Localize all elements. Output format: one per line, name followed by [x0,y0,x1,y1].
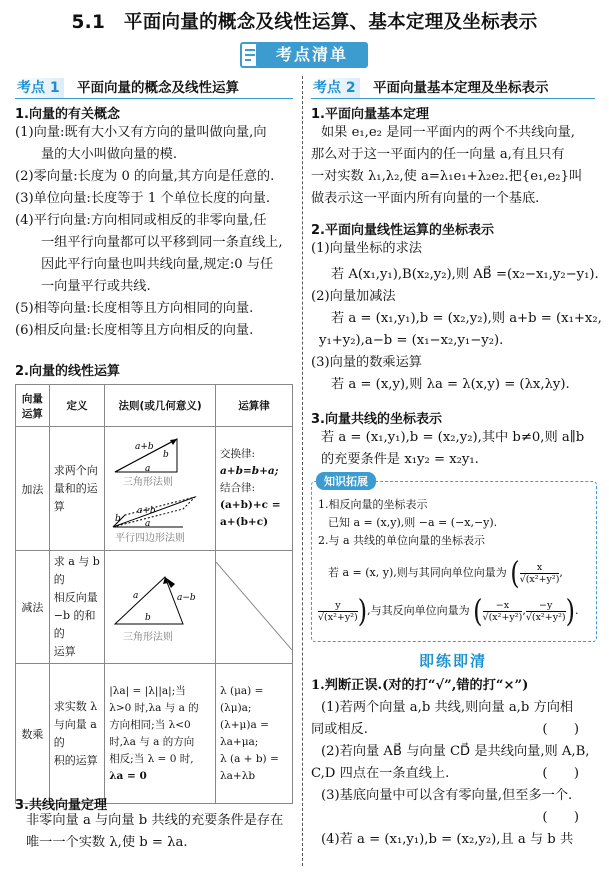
badge-label: 考点清单 [256,42,368,68]
op-rule [105,664,216,804]
subtraction-diagram-svg [105,562,209,650]
basis-line: 那么对于这一平面内的任一向量 a,有且只有 [311,147,565,162]
rule-line: 方向相同;当 λ<0 [109,718,191,731]
diagram-caption: 平行四边形法则 [115,533,186,544]
tip-formula-line: 若 a = (x, y),则与其同向单位向量为 ( $\frac{x}{\text{√(x²+y²)}}$ , [328,554,563,592]
law-line: λa+μa; [220,735,259,748]
basis-theorem-text [311,122,582,210]
left-header-rule [15,98,293,99]
empty-laws-cell [216,551,293,664]
def-line: 与向量 a 的 [53,717,97,749]
law-line: (λμ)a; [220,701,252,714]
linear-operations-table [15,384,293,804]
rule-line: 时,λa 与 a 的方向 [109,735,195,748]
right-header-rule [311,98,595,99]
knowledge-extension-label: 知识拓展 [316,472,376,490]
right-s2-heading: 2.平面向量线性运算的坐标表示 [311,223,494,238]
concept-line: (6)相反向量:长度相等且方向相反的向量. [15,323,254,338]
op-definition: 求两个向量和的运算 [49,427,104,551]
right-heading: 平面向量基本定理及坐标表示 [373,80,549,96]
tip-line: 2.与 a 共线的单位向量的坐标表示 [318,534,486,547]
op-definition [49,551,104,664]
collinear-coord-line: 若 a = (x₁,y₁),b = (x₂,y₂),其中 b≠0,则 a∥b [321,430,585,445]
concept-line: (2)零向量:长度为 0 的向量,其方向是任意的. [15,169,275,184]
question-line: (4)若 a = (x₁,y₁),b = (x₂,y₂),且 a 与 b 共 [321,832,574,847]
coord-line: (3)向量的数乘运算 [311,355,422,370]
def-line: 相反向量 [53,591,98,604]
tip-line: 已知 a = (x,y),则 −a = (−x,−y). [328,516,498,529]
law-line: 结合律: [220,482,256,494]
left-section-header [15,78,293,98]
svg-text:a−b: a−b [177,592,196,603]
law-line: a+b=b+a; [220,465,279,477]
fraction: $\frac{-y}{\text{√(x²+y²)}}$ [525,599,566,623]
diagram-caption: 三角形法则 [123,477,174,488]
kaodian-2-tag: 考点 2 [311,78,360,98]
law-line: (a+b)+c = [220,499,281,511]
def-line: −b 的和的 [53,609,96,640]
right-section-header [311,78,595,98]
fraction: $\frac{-x}{\text{√(x²+y²)}}$ [482,599,523,623]
column-divider [302,76,303,866]
table-row-mul [16,664,293,804]
left-heading: 平面向量的概念及线性运算 [77,80,239,96]
op-definition [49,664,104,804]
question-line: (3)基底向量中可以含有零向量,但至多一个. [321,788,573,803]
right-s3-heading: 3.向量共线的坐标表示 [311,412,442,427]
question-line: 1.判断正误.(对的打“√”,错的打“×”) [311,678,529,693]
rule-line: λa = 0 [109,769,147,782]
tip-text: 若 a = (x, y),则与其同向单位向量为 [328,566,507,579]
svg-text:a+b: a+b [135,442,154,452]
question-line [311,719,601,741]
addition-diagram [105,427,216,551]
table-header: 运算律 [216,385,293,427]
law-line: λ (μa) = [220,684,264,697]
svg-text:b: b [115,514,121,524]
op-laws [216,427,293,551]
question-line [311,763,601,785]
fraction: $\frac{y}{\text{√(x²+y²)}}$ [318,599,358,623]
table-row-add [16,427,293,551]
coord-line: y₁+y₂),a−b = (x₁−x₂,y₁−y₂). [319,333,504,348]
def-line: 积的运算 [53,753,98,767]
answer-blank[interactable]: ( ) [542,722,579,737]
answer-blank[interactable]: ( ) [542,810,579,825]
question-line [311,807,601,829]
tip-line: 1.相反向量的坐标表示 [318,498,428,511]
coord-line: (1)向量坐标的求法 [311,241,422,256]
coord-line: 若 a = (x₁,y₁),b = (x₂,y₂),则 a+b = (x₁+x₂, [331,311,602,326]
concept-line: (4)平行向量:方向相同或相反的非零向量,任 [15,213,267,228]
subtraction-diagram [105,551,216,664]
def-line: 求实数 λ [53,699,98,713]
practice-questions [311,675,601,851]
rule-line: λ>0 时,λa 与 a 的 [109,701,199,714]
coord-line: 若 A(x₁,y₁),B(x₂,y₂),则 AB⃗ =(x₂−x₁,y₂−y₁). [331,267,599,282]
kaodian-1-tag: 考点 1 [15,78,64,98]
question-line: (2)若向量 AB⃗ 与向量 CD⃗ 是共线向量,则 A,B, [321,744,590,759]
rule-line: 相反;当 λ = 0 时, [109,752,194,765]
law-line: (λ+μ)a = [220,718,269,731]
concept-line: (5)相等向量:长度相等且方向相同的向量. [15,301,254,316]
question-line: (1)若两个向量 a,b 共线,则向量 a,b 方向相 [321,700,574,715]
concept-line: 一组平行向量都可以平移到同一条直线上, [41,235,283,250]
tip-text: ,与其反向单位向量为 [367,604,470,617]
collinear-coord-line: 的充要条件是 x₁y₂ = x₂y₁. [321,452,479,467]
basis-line: 做表示这一平面内所有向量的一个基底. [311,191,540,206]
law-line: 交换律: [220,448,256,460]
diagonal-slash [216,562,292,650]
addition-diagram-svg [105,427,209,547]
svg-text:a: a [145,464,151,474]
svg-text:a+b: a+b [137,506,156,516]
concept-line: 一向量平行或共线. [41,279,151,294]
svg-text:b: b [145,612,151,623]
table-header: 定义 [49,385,104,427]
page-title: 5.1 平面向量的概念及线性运算、基本定理及坐标表示 [71,12,538,33]
concept-line: (3)单位向量:长度等于 1 个单位长度的向量. [15,191,271,206]
collinear-theorem-line: 非零向量 a 与向量 b 共线的充要条件是存在 [26,813,284,828]
coordinate-ops [311,238,602,396]
def-line: 求 a 与 b 的 [53,555,100,586]
basis-line: 如果 e₁,e₂ 是同一平面内的两个不共线向量, [321,125,575,140]
op-laws [216,664,293,804]
op-name: 加法 [16,427,50,551]
svg-text:b: b [163,450,169,460]
law-line: λa+λb [220,769,256,782]
practice-title: 即练即清 [418,652,487,670]
knowledge-extension-box [311,475,597,642]
tip-formula-line: $\frac{y}{\text{√(x²+y²)}}$ ),与其反向单位向量为 ( $\frac{-x}{\text{√(x²+y²)}}$ , $\frac{-y}{\text{√(x²+y²)}}$ ). [318,592,579,630]
table-header: 向量运算 [16,385,50,427]
op-name: 减法 [16,551,50,664]
rule-line: |λa| = |λ||a|;当 [109,684,186,697]
concept-line: (1)向量:既有大小又有方向的量叫做向量,向 [15,125,267,140]
table-header: 法则(或几何意义) [105,385,216,427]
coord-line: (2)向量加减法 [311,289,396,304]
fraction: $\frac{x}{\text{√(x²+y²)}}$ [519,561,560,585]
left-s1-heading: 1.向量的有关概念 [15,107,120,122]
table-row-sub [16,551,293,664]
law-line: a+(b+c) [220,516,269,528]
left-s2-heading: 2.向量的线性运算 [15,364,120,379]
coord-line: 若 a = (x,y),则 λa = λ(x,y) = (λx,λy). [331,377,570,392]
right-s1-heading: 1.平面向量基本定理 [311,107,429,122]
question-text: 同或相反. [311,722,368,737]
op-name: 数乘 [16,664,50,804]
question-text: C,D 四点在一条直线上. [311,766,450,781]
diagram-caption: 三角形法则 [123,631,174,643]
svg-text:a: a [145,519,151,529]
concept-list [15,122,300,342]
concept-line: 因此平行向量也叫共线向量,规定:0 与任 [41,257,274,272]
section-badge [238,40,370,70]
basis-line: 一对实数 λ₁,λ₂,使 a=λ₁e₁+λ₂e₂.把{e₁,e₂}叫 [311,169,583,184]
law-line: λ (a + b) = [220,752,279,765]
svg-text:a: a [133,590,139,601]
answer-blank[interactable]: ( ) [542,766,579,781]
left-s3-heading: 3.共线向量定理 [15,798,107,813]
concept-line: 量的大小叫做向量的模. [41,147,178,162]
def-line: 运算 [53,645,76,658]
collinear-theorem-line: 唯一一个实数 λ,使 b = λa. [26,835,188,850]
